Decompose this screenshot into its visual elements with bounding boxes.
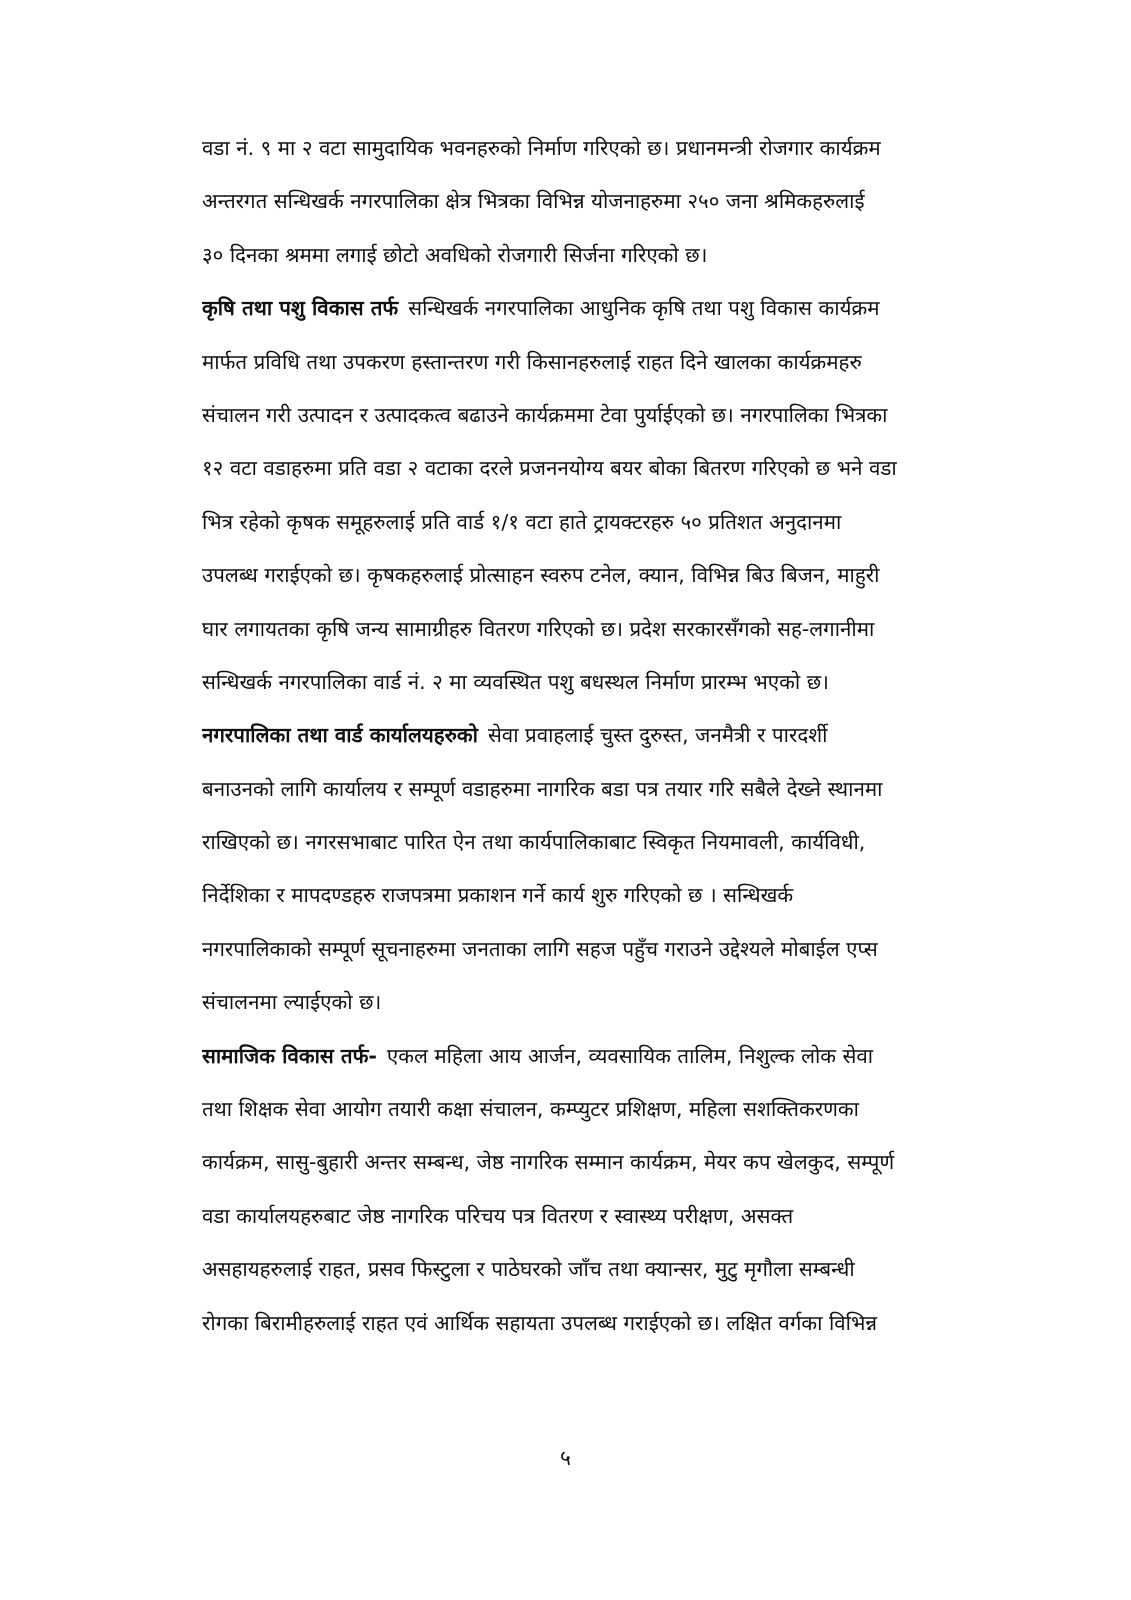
text-line: राखिएको छ। नगरसभाबाट पारित ऐन तथा कार्यपालिकाबाट स्विकृत नियमावली, कार्यविधी, — [202, 830, 866, 855]
text-line: तथा शिक्षक सेवा आयोग तयारी कक्षा संचालन, कम्प्युटर प्रशिक्षण, महिला सशक्तिकरणका — [202, 1097, 859, 1122]
text-line: वडा कार्यालयहरुबाट जेष्ठ नागरिक परिचय पत्र वितरण र स्वास्थ्य परीक्षण, असक्त — [202, 1203, 794, 1228]
text-line: असहायहरुलाई राहत, प्रसव फिस्टुला र पाठेघरको जाँच तथा क्यान्सर, मुटु मृगौला सम्बन्धी — [202, 1257, 855, 1282]
line-text: सेवा प्रवाहलाई चुस्त दुरुस्त, जनमैत्री र पारदर्शी — [487, 723, 828, 748]
text-line — [202, 282, 1002, 335]
text-line: संचालनमा ल्याईएको छ। — [202, 990, 382, 1015]
section-heading-offices: नगरपालिका तथा वार्ड कार्यालयहरुको — [202, 723, 478, 748]
text-line: सन्धिखर्क नगरपालिका वार्ड नं. २ मा व्यवस्थित पशु बधस्थल निर्माण प्रारम्भ भएको छ। — [202, 669, 829, 694]
text-line: ३० दिनका श्रममा लगाई छोटो अवधिको रोजगारी सिर्जना गरिएको छ। — [202, 242, 708, 267]
text-line: वडा नं. ९ मा २ वटा सामुदायिक भवनहरुको निर्माण गरिएको छ। प्रधानमन्त्री रोजगार कार्यक्रम — [202, 136, 881, 160]
text-line: मार्फत प्रविधि तथा उपकरण हस्तान्तरण गरी किसानहरुलाई राहत दिने खालका कार्यक्रमहरु — [202, 349, 862, 374]
section-heading-social: सामाजिक विकास तर्फ- — [202, 1043, 377, 1068]
text-line: १२ वटा वडाहरुमा प्रति वडा २ वटाका दरले प्रजननयोग्य बयर बोका बितरण गरिएको छ भने वडा — [202, 456, 897, 481]
text-line: रोगका बिरामीहरुलाई राहत एवं आर्थिक सहायता उपलब्ध गराईएको छ। लक्षित वर्गका विभिन्न — [202, 1310, 878, 1335]
text-line: कार्यक्रम, सासु-बुहारी अन्तर सम्बन्ध, जेष्ठ नागरिक सम्मान कार्यक्रम, मेयर कप खेलकुद, सम्पूर्ण — [202, 1150, 895, 1175]
section-heading-agriculture: कृषि तथा पशु विकास तर्फ — [202, 296, 399, 321]
text-line: भित्र रहेको कृषक समूहरुलाई प्रति वार्ड १/१ वटा हाते ट्रायक्टरहरु ५० प्रतिशत अनुदानमा — [202, 509, 842, 534]
text-line: निर्देशिका र मापदण्डहरु राजपत्रमा प्रकाशन गर्ने कार्य शुरु गरिएको छ । सन्धिखर्क — [202, 883, 794, 908]
text-line — [202, 709, 1002, 762]
text-line: नगरपालिकाको सम्पूर्ण सूचनाहरुमा जनताका लागि सहज पहुँच गराउने उद्देश्यले मोबाईल एप्स — [202, 936, 878, 961]
text-line: घार लगायतका कृषि जन्य सामाग्रीहरु वितरण गरिएको छ। प्रदेश सरकारसँगको सह-लगानीमा — [202, 616, 875, 641]
text-line: उपलब्ध गराईएको छ। कृषकहरुलाई प्रोत्साहन स्वरुप टनेल, क्यान, विभिन्न बिउ बिजन, माहुरी — [202, 563, 880, 588]
text-line: बनाउनको लागि कार्यालय र सम्पूर्ण वडाहरुमा नागरिक बडा पत्र तयार गरि सबैले देख्ने स्थानमा — [202, 776, 883, 801]
document-body — [202, 122, 1002, 1350]
page-number: ५ — [560, 1446, 571, 1470]
text-line — [202, 1030, 1002, 1083]
text-line: संचालन गरी उत्पादन र उत्पादकत्व बढाउने कार्यक्रममा टेवा पुर्याईएको छ। नगरपालिका भित्रका — [202, 402, 888, 427]
text-line: अन्तरगत सन्धिखर्क नगरपालिका क्षेत्र भित्रका विभिन्न योजनाहरुमा २५० जना श्रमिकहरुलाई — [202, 189, 865, 214]
line-text: एकल महिला आय आर्जन, व्यवसायिक तालिम, निशुल्क लोक सेवा — [386, 1043, 874, 1068]
line-text: सन्धिखर्क नगरपालिका आधुनिक कृषि तथा पशु विकास कार्यक्रम — [408, 296, 880, 321]
